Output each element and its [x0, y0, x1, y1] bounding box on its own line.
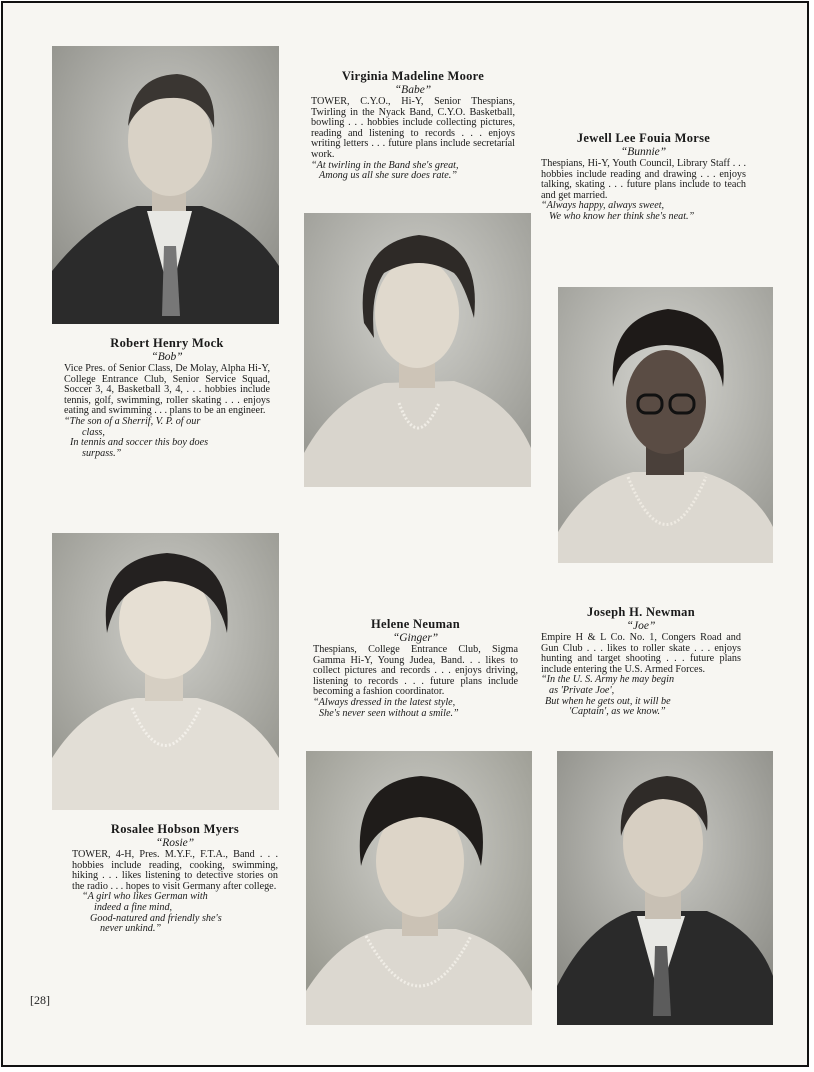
student-name: Jewell Lee Fouia Morse: [576, 131, 711, 145]
student-nickname: “Bob”: [151, 351, 183, 363]
student-quote: “Always dressed in the latest style, She's never seen without a smile.”: [313, 696, 459, 719]
student-quote: “The son of a Sherrif, V. P. of our class, In tennis and soccer this boy does surpass.”: [64, 415, 209, 459]
student-quote: “Always happy, always sweet, We who know her think she's neat.”: [541, 200, 695, 222]
portrait-photo-myers: [52, 533, 279, 810]
student-bio: TOWER, 4-H, Pres. M.Y.F., F.T.A., Band . . . hobbies include reading, cooking, swimming, hiking . . . likes listening to detective stories on the radio . . . hopes to visit Germany after college.: [72, 849, 278, 892]
student-name: Robert Henry Mock: [110, 336, 224, 350]
student-quote: “In the U. S. Army he may begin as 'Private Joe', But when he gets out, it will be 'Captain', as we know.”: [541, 674, 675, 718]
student-nickname: “Babe”: [394, 84, 432, 96]
student-bio: Thespians, College Entrance Club, Sigma Gamma Hi-Y, Young Judea, Band. . . likes to collect pictures and records . . . enjoys driving, listening to records . . . future plans include becoming a fashion coordinator.: [313, 644, 518, 698]
portrait-photo-morse: [558, 287, 773, 563]
student-bio: Thespians, Hi-Y, Youth Council, Library Staff . . . hobbies include reading and drawing . . . enjoys talking, skating . . . future plans include to teach and get married.: [541, 158, 746, 201]
portrait-photo-neuman: [306, 751, 532, 1025]
student-name: Rosalee Hobson Myers: [110, 822, 240, 836]
portrait-photo-mock: [52, 46, 279, 324]
student-entry-morse: [541, 131, 746, 223]
student-bio: TOWER, C.Y.O., Hi-Y, Senior Thespians, Twirling in the Nyack Band, C.Y.O. Basketball, bowling . . . hobbies include collecting pictures, reading and listening to records . . . enjoys writing letters . . . future plans include secretarial work.: [311, 96, 515, 160]
student-bio: Vice Pres. of Senior Class, De Molay, Alpha Hi-Y, College Entrance Club, Senior Service Squad, Soccer 3, 4, Basketball 3, 4, . . . hobbies include tennis, golf, swimming, roller skating . . . enjoys eating and swimming . . . plans to be an engineer.: [64, 363, 270, 417]
student-entry-moore: [311, 69, 515, 182]
student-nickname: “Rosie”: [155, 837, 195, 849]
student-entry-neuman: [313, 617, 518, 719]
student-nickname: “Ginger”: [392, 632, 439, 644]
page-number: [28]: [30, 993, 50, 1007]
yearbook-page: [1, 1, 809, 1067]
student-entry-newman: [541, 605, 741, 718]
portrait-photo-moore: [304, 213, 531, 487]
student-name: Joseph H. Newman: [587, 605, 695, 619]
student-nickname: “Bunnie”: [620, 146, 667, 158]
student-bio: Empire H & L Co. No. 1, Congers Road and Gun Club . . . likes to roller skate . . . enjoys hunting and target shooting . . . future plans include entering the U.S. Armed Forces.: [541, 632, 741, 675]
student-name: Virginia Madeline Moore: [341, 69, 485, 83]
student-entry-mock: [64, 336, 270, 459]
student-quote: “At twirling in the Band she's great, Among us all she sure does rate.”: [311, 159, 459, 182]
portrait-photo-newman: [557, 751, 773, 1025]
student-entry-myers: [72, 822, 278, 935]
student-name: Helene Neuman: [371, 617, 460, 631]
student-nickname: “Joe”: [626, 620, 656, 632]
student-quote: “A girl who likes German with indeed a fine mind, Good-natured and friendly she's never unkind.”: [82, 891, 222, 935]
